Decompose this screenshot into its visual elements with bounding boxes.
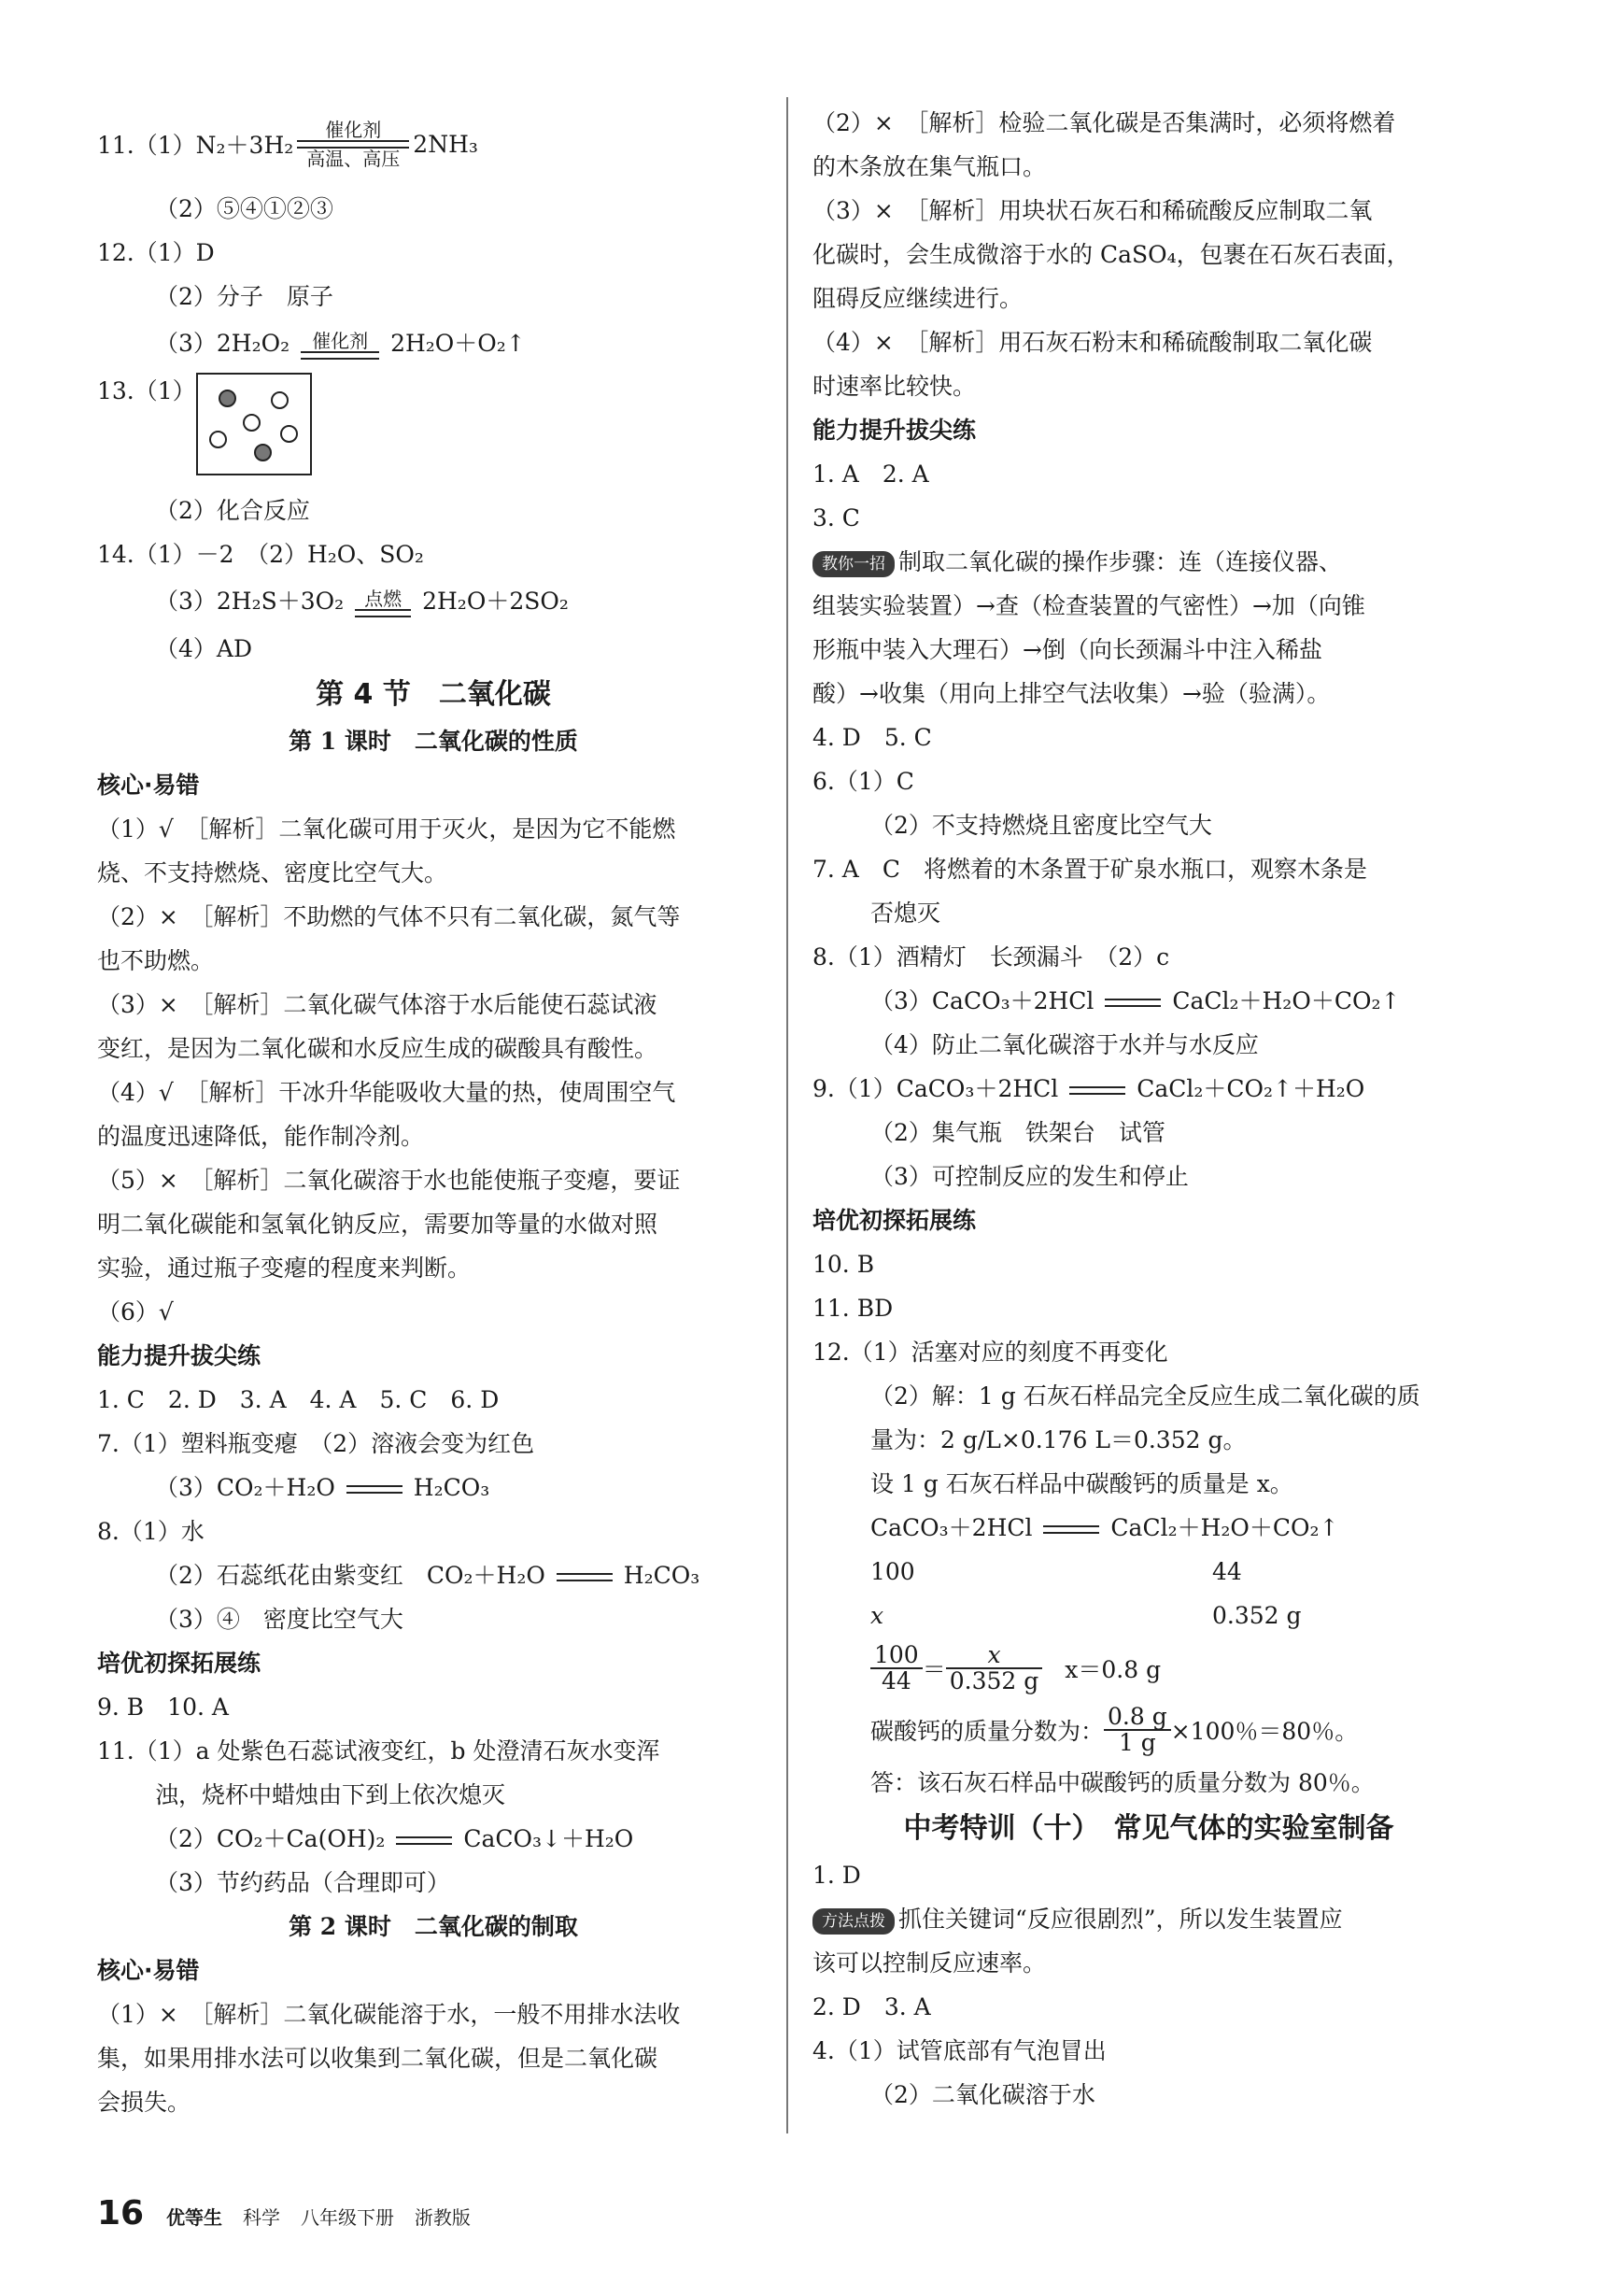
double-line [346, 1485, 402, 1494]
double-line [1069, 1086, 1125, 1095]
subsection-heading: 核心·易错 [97, 772, 200, 799]
molecule-diagram [196, 373, 312, 475]
section-title: 第 4 节 二氧化碳 [316, 678, 551, 711]
equation-products: CaCl₂＋H₂O＋CO₂↑ [1172, 987, 1401, 1014]
text-line: 形瓶中装入大理石）→倒（向长颈漏斗中注入稀盐 [812, 636, 1322, 663]
text-line: 答：该石灰石样品中碳酸钙的质量分数为 80％。 [870, 1769, 1375, 1796]
left-column [97, 101, 770, 2124]
text-line: 8.（1）水 [97, 1518, 205, 1545]
equals-sign [1039, 1525, 1103, 1534]
text-line: （1）× ［解析］二氧化碳能溶于水，一般不用排水法收 [97, 2001, 681, 2028]
equation-line [97, 1466, 770, 1510]
text-line: 也不助燃。 [97, 947, 215, 974]
text-line: （3）可控制反应的发生和停止 [870, 1163, 1189, 1190]
double-line [301, 351, 379, 360]
equation-reactants: （2）CO₂＋Ca(OH)₂ [155, 1825, 386, 1852]
subject-label: 科学 [243, 2206, 281, 2229]
text-line: 变红，是因为二氧化碳和水反应生成的碳酸具有酸性。 [97, 1035, 658, 1062]
page-footer [97, 2190, 484, 2237]
tip-badge: 教你一招 [812, 551, 895, 577]
text-line: （2）解：1 g 石灰石样品完全反应生成二氧化碳的质 [870, 1382, 1420, 1410]
text-span: ×100％＝80％。 [1170, 1718, 1359, 1745]
text-line: 1. A 2. A [812, 461, 929, 488]
double-line [557, 1573, 613, 1581]
text-line: （2）× ［解析］不助燃的气体不只有二氧化碳，氮气等 [97, 903, 681, 930]
equation-products: 2NH₃ [413, 130, 478, 158]
equation-reactants: （3）CO₂＋H₂O [155, 1474, 335, 1501]
text-line: 12.（1）活塞对应的刻度不再变化 [812, 1339, 1168, 1366]
fraction [870, 1643, 923, 1694]
text-line: （2）× ［解析］检验二氧化碳是否集满时，必须将燃着 [812, 109, 1396, 136]
text-line: 烧、不支持燃烧、密度比空气大。 [97, 859, 448, 886]
text-line: （4）× ［解析］用石灰石粉末和稀硫酸制取二氧化碳 [812, 329, 1373, 356]
equation-reactants: 9.（1）CaCO₃＋2HCl [812, 1075, 1059, 1102]
fraction [1104, 1705, 1171, 1755]
reaction-condition [297, 331, 383, 360]
double-line [1043, 1525, 1099, 1534]
equation-reactants: 11.（1）N₂＋3H₂ [97, 132, 294, 159]
text-line: 明二氧化碳能和氢氧化钠反应，需要加等量的水做对照 [97, 1211, 658, 1238]
text-line: 2. D 3. A [812, 1993, 931, 2020]
text-line: （3）节约药品（合理即可） [155, 1869, 450, 1896]
text-line: 设 1 g 石灰石样品中碳酸钙的质量是 x。 [870, 1470, 1293, 1497]
percent-line [812, 1699, 1485, 1761]
text-line: 实验，通过瓶子变瘪的程度来判断。 [97, 1254, 472, 1282]
text-line: （3）× ［解析］二氧化碳气体溶于水后能使石蕊试液 [97, 991, 657, 1018]
answer-13-2: （2）化合反应 [155, 497, 310, 524]
equation-reactants: （2）石蕊纸花由紫变红 CO₂＋H₂O [155, 1562, 545, 1589]
text-line: 7. A C 将燃着的木条置于矿泉水瓶口，观察木条是 [812, 856, 1367, 883]
double-line [355, 609, 411, 617]
numerator: 100 [870, 1643, 923, 1669]
text-line: 酸）→收集（用向上排空气法收集）→验（验满）。 [812, 680, 1331, 707]
equals-text: ＝ [922, 1656, 946, 1683]
tip-text: 抓住关键词“反应很剧烈”，所以发生装置应 [898, 1906, 1343, 1933]
subsection-heading: 能力提升拔尖练 [812, 417, 977, 444]
answer-14-4: （4）AD [155, 635, 253, 662]
text-line: 量为：2 g/L×0.176 L＝0.352 g。 [870, 1426, 1247, 1453]
light-atom [243, 414, 261, 432]
reaction-condition [351, 588, 415, 617]
answer-12-2: （2）分子 原子 [155, 283, 333, 310]
equals-sign [343, 1485, 406, 1494]
answer-11-1 [97, 101, 770, 187]
text-line: （1）√ ［解析］二氧化碳可用于灭火，是因为它不能燃 [97, 815, 676, 843]
text-line: 集，如果用排水法可以收集到二氧化碳，但是二氧化碳 [97, 2045, 658, 2072]
subsection-heading: 培优初探拓展练 [812, 1207, 977, 1234]
subsection-heading: 培优初探拓展练 [97, 1650, 261, 1677]
answer-13-label: 13.（1） [97, 377, 196, 404]
text-span: 碳酸钙的质量分数为： [870, 1718, 1105, 1745]
dark-atom [219, 390, 236, 407]
equals-sign [1101, 999, 1165, 1007]
text-line: 否熄灭 [870, 900, 941, 927]
denominator: 44 [881, 1667, 911, 1694]
equation-reactants: （3）2H₂S＋3O₂ [155, 588, 345, 615]
equation-line [812, 1067, 1485, 1111]
text-line: 6.（1）C [812, 768, 914, 795]
text-line: （2）不支持燃烧且密度比空气大 [870, 812, 1212, 839]
catalyst-label: 催化剂 [325, 118, 382, 141]
lesson-title: 第 1 课时 二氧化碳的性质 [289, 728, 578, 755]
answer-13-1 [97, 369, 770, 489]
column-divider [786, 97, 788, 2133]
double-line [396, 1836, 452, 1845]
method-badge: 方法点拨 [812, 1908, 895, 1935]
denominator: 0.352 g [949, 1667, 1039, 1694]
equation-reactants: （3）2H₂O₂ [155, 330, 290, 357]
equation-line [812, 1506, 1485, 1550]
equation-reactants: CaCO₃＋2HCl [870, 1514, 1033, 1541]
answer-12-3 [97, 319, 770, 369]
equation-products: H₂CO₃ [623, 1562, 700, 1589]
text-line: 浊，烧杯中蜡烛由下到上依次熄灭 [155, 1781, 506, 1808]
mass-row [812, 1550, 1485, 1594]
text-line: （2）集气瓶 铁架台 试管 [870, 1119, 1165, 1146]
text-line: （3）④ 密度比空气大 [155, 1606, 403, 1633]
light-atom [209, 431, 227, 448]
text-line: （6）√ [97, 1298, 174, 1325]
section-title: 中考特训（十） 常见气体的实验室制备 [903, 1812, 1394, 1845]
book-title: 优等生 [166, 2206, 223, 2229]
numerator: x [946, 1643, 1043, 1669]
text-line: 7.（1）塑料瓶变瘪 （2）溶液会变为红色 [97, 1430, 535, 1457]
text-line: （2）二氧化碳溶于水 [870, 2081, 1095, 2108]
tip-text: 制取二氧化碳的操作步骤：连（连接仪器、 [898, 548, 1343, 575]
text-line: 阻碍反应继续进行。 [812, 285, 1024, 312]
text-line: 8.（1）酒精灯 长颈漏斗 （2）c [812, 943, 1170, 971]
light-atom [280, 425, 298, 443]
text-line: 11. BD [812, 1295, 894, 1322]
equation-line [812, 979, 1485, 1023]
proportion-line [812, 1637, 1485, 1699]
equation-products: H₂CO₃ [413, 1474, 490, 1501]
text-line: 会损失。 [97, 2089, 191, 2116]
text-line: （4）防止二氧化碳溶于水并与水反应 [870, 1031, 1259, 1058]
edition-label: 浙教版 [414, 2206, 471, 2229]
text-line: （4）√ ［解析］干冰升华能吸收大量的热，使周围空气 [97, 1079, 676, 1106]
tip-line [812, 1897, 1485, 1941]
text-line: （3）× ［解析］用块状石灰石和稀硫酸反应制取二氧 [812, 197, 1373, 224]
ignite-label: 点燃 [364, 588, 402, 610]
page-number: 16 [97, 2194, 145, 2232]
answer-14-3 [97, 576, 770, 627]
text-line: 10. B [812, 1251, 875, 1278]
equation-products: CaCO₃↓＋H₂O [463, 1825, 634, 1852]
equation-line [97, 1553, 770, 1597]
text-line: 4.（1）试管底部有气泡冒出 [812, 2037, 1107, 2064]
numerator: 0.8 g [1104, 1705, 1171, 1731]
text-line: 化碳时，会生成微溶于水的 CaSO₄，包裹在石灰石表面， [812, 241, 1410, 268]
text-line: 该可以控制反应速率。 [812, 1949, 1047, 1977]
dark-atom [254, 444, 272, 461]
denominator: 1 g [1118, 1729, 1156, 1756]
mass-value: x [870, 1602, 884, 1629]
equation-products: CaCl₂＋CO₂↑＋H₂O [1137, 1075, 1365, 1102]
equation-line [97, 1817, 770, 1861]
reaction-condition [293, 120, 413, 169]
text-line: 1. D [812, 1862, 861, 1889]
text-line: 时速率比较快。 [812, 373, 977, 400]
mass-value: 0.352 g [1212, 1602, 1302, 1629]
answer-11-2: （2）⑤④①②③ [155, 195, 333, 222]
answer-12-1: 12.（1）D [97, 239, 215, 266]
equals-sign [553, 1573, 616, 1581]
tip-line [812, 540, 1485, 584]
equation-products: CaCl₂＋H₂O＋CO₂↑ [1110, 1514, 1339, 1541]
equals-sign [392, 1836, 456, 1845]
text-line: 1. C 2. D 3. A 4. A 5. C 6. D [97, 1386, 500, 1413]
equals-sign [1066, 1086, 1129, 1095]
text-line: 4. D 5. C [812, 724, 932, 751]
mass-row [812, 1594, 1485, 1637]
fraction [946, 1643, 1043, 1694]
text-line: 的温度迅速降低，能作制冷剂。 [97, 1123, 425, 1150]
text-line: 11.（1）a 处紫色石蕊试液变红，b 处澄清石灰水变浑 [97, 1737, 660, 1765]
equation-reactants: （3）CaCO₃＋2HCl [870, 987, 1094, 1014]
text-line: （5）× ［解析］二氧化碳溶于水也能使瓶子变瘪，要证 [97, 1167, 681, 1194]
text-line: 组装实验装置）→查（检查装置的气密性）→加（向锥 [812, 592, 1365, 619]
result-text: x＝0.8 g [1065, 1656, 1162, 1683]
lesson-title: 第 2 课时 二氧化碳的制取 [289, 1913, 578, 1940]
mass-value: 100 [870, 1558, 915, 1585]
light-atom [271, 391, 289, 409]
text-line: 3. C [812, 504, 860, 532]
subsection-heading: 能力提升拔尖练 [97, 1342, 261, 1369]
answer-14-1: 14.（1）－2 （2）H₂O、SO₂ [97, 541, 424, 568]
double-line [1105, 999, 1161, 1007]
subsection-heading: 核心·易错 [97, 1957, 200, 1984]
condition-label: 高温、高压 [306, 147, 401, 170]
equation-products: 2H₂O＋O₂↑ [390, 330, 526, 357]
grade-label: 八年级下册 [300, 2206, 394, 2229]
text-line: 9. B 10. A [97, 1694, 229, 1721]
equation-products: 2H₂O＋2SO₂ [422, 588, 569, 615]
mass-value: 44 [1212, 1558, 1242, 1585]
text-line: 的木条放在集气瓶口。 [812, 153, 1047, 180]
right-column [812, 101, 1485, 2117]
catalyst-label: 催化剂 [312, 330, 369, 352]
